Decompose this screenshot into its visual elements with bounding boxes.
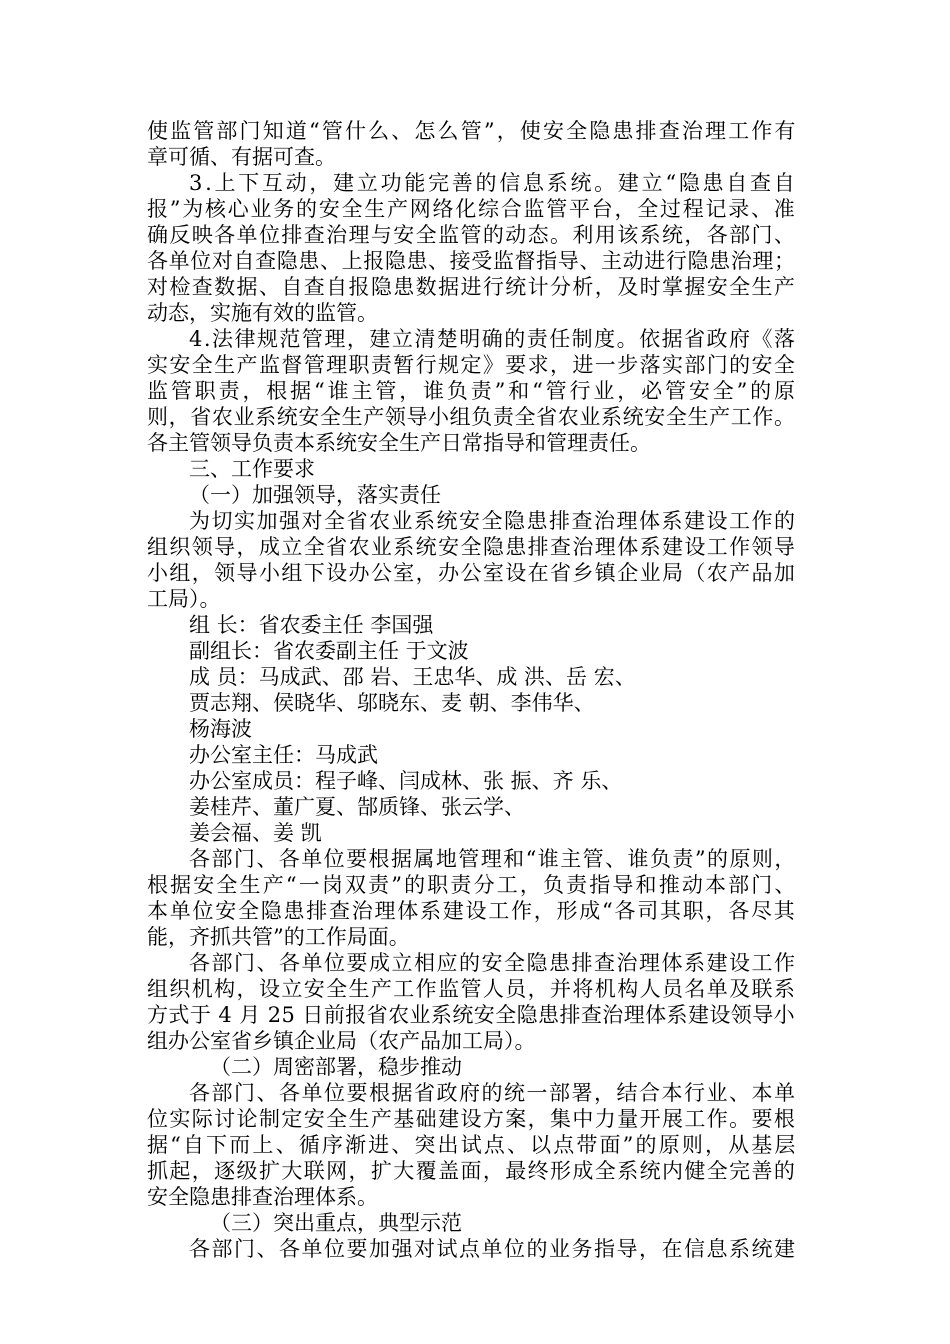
text-line: 为切实加强对全省农业系统安全隐患排查治理体系建设工作的 bbox=[189, 509, 797, 533]
text-line: 成 员：马成武、邵 岩、王忠华、成 洪、岳 宏、 bbox=[189, 665, 636, 689]
text-line: 组 长：省农委主任 李国强 bbox=[189, 613, 434, 637]
text-line: 实安全生产监督管理职责暂行规定》要求，进一步落实部门的安全 bbox=[147, 353, 797, 377]
text-line: 使监管部门知道“管什么、怎么管”，使安全隐患排查治理工作有 bbox=[147, 119, 798, 143]
text-line: 本单位安全隐患排查治理体系建设工作，形成“各司其职，各尽其 bbox=[147, 899, 797, 923]
text-line: 则，省农业系统安全生产领导小组负责全省农业系统安全生产工作。 bbox=[147, 405, 796, 429]
text-line: 组织机构，设立安全生产工作监管人员，并将机构人员名单及联系 bbox=[147, 977, 797, 1001]
text-line: 小组，领导小组下设办公室，办公室设在省乡镇企业局（农产品加 bbox=[147, 561, 797, 585]
text-line: 三、工作要求 bbox=[189, 457, 315, 481]
text-line: 副组长：省农委副主任 于文波 bbox=[189, 639, 469, 663]
text-line: 办公室主任：马成武 bbox=[189, 743, 378, 767]
text-line: 工局）。 bbox=[147, 587, 221, 611]
text-line: 各部门、各单位要成立相应的安全隐患排查治理体系建设工作 bbox=[189, 951, 797, 975]
text-line: 各单位对自查隐患、上报隐患、接受监督指导、主动进行隐患治理； bbox=[147, 249, 796, 273]
text-line: （三）突出重点，典型示范 bbox=[210, 1211, 462, 1235]
text-line: 姜桂芹、董广夏、郜质锋、张云学、 bbox=[189, 795, 525, 819]
text-line: 组办公室省乡镇企业局（农产品加工局）。 bbox=[147, 1029, 536, 1053]
text-line: 章可循、有据可查。 bbox=[147, 145, 336, 169]
text-line: 方式于 4 月 25 日前报省农业系统安全隐患排查治理体系建设领导小 bbox=[147, 1003, 796, 1027]
text-line: 确反映各单位排查治理与安全监管的动态。利用该系统，各部门、 bbox=[147, 223, 797, 247]
text-line: 3.上下互动，建立功能完善的信息系统。建立“隐患自查自 bbox=[189, 171, 798, 195]
text-line: 报”为核心业务的安全生产网络化综合监管平台，全过程记录、准 bbox=[147, 197, 797, 221]
text-line: 杨海波 bbox=[189, 717, 252, 741]
text-line: 安全隐患排查治理体系。 bbox=[147, 1185, 378, 1209]
text-line: 贾志翔、侯晓华、邬晓东、麦 朝、李伟华、 bbox=[189, 691, 595, 715]
text-line: 动态，实施有效的监管。 bbox=[147, 301, 378, 325]
text-line: 各部门、各单位要根据属地管理和“谁主管、谁负责”的原则， bbox=[189, 847, 797, 871]
text-line: 位实际讨论制定安全生产基础建设方案，集中力量开展工作。要根 bbox=[147, 1107, 797, 1131]
text-line: 对检查数据、自查自报隐患数据进行统计分析，及时掌握安全生产 bbox=[147, 275, 797, 299]
text-line: 组织领导，成立全省农业系统安全隐患排查治理体系建设工作领导 bbox=[147, 535, 797, 559]
text-line: 监管职责，根据“谁主管，谁负责”和“管行业，必管安全”的原 bbox=[147, 379, 798, 403]
text-line: （二）周密部署，稳步推动 bbox=[210, 1055, 462, 1079]
text-line: 各部门、各单位要加强对试点单位的业务指导，在信息系统建 bbox=[189, 1237, 797, 1261]
text-line: 各部门、各单位要根据省政府的统一部署，结合本行业、本单 bbox=[189, 1081, 797, 1105]
text-line: （一）加强领导，落实责任 bbox=[189, 483, 441, 507]
text-line: 4.法律规范管理，建立清楚明确的责任制度。依据省政府《落 bbox=[189, 327, 797, 351]
text-line: 姜会福、姜 凯 bbox=[189, 821, 322, 845]
text-line: 根据安全生产“一岗双责”的职责分工，负责指导和推动本部门、 bbox=[147, 873, 798, 897]
text-line: 抓起，逐级扩大联网，扩大覆盖面，最终形成全系统内健全完善的 bbox=[147, 1159, 797, 1183]
text-line: 各主管领导负责本系统安全生产日常指导和管理责任。 bbox=[147, 431, 651, 455]
text-line: 能，齐抓共管”的工作局面。 bbox=[147, 925, 410, 949]
text-line: 办公室成员：程子峰、闫成林、张 振、齐 乐、 bbox=[189, 769, 623, 793]
text-line: 据“自下而上、循序渐进、突出试点、以点带面”的原则，从基层 bbox=[147, 1133, 798, 1157]
